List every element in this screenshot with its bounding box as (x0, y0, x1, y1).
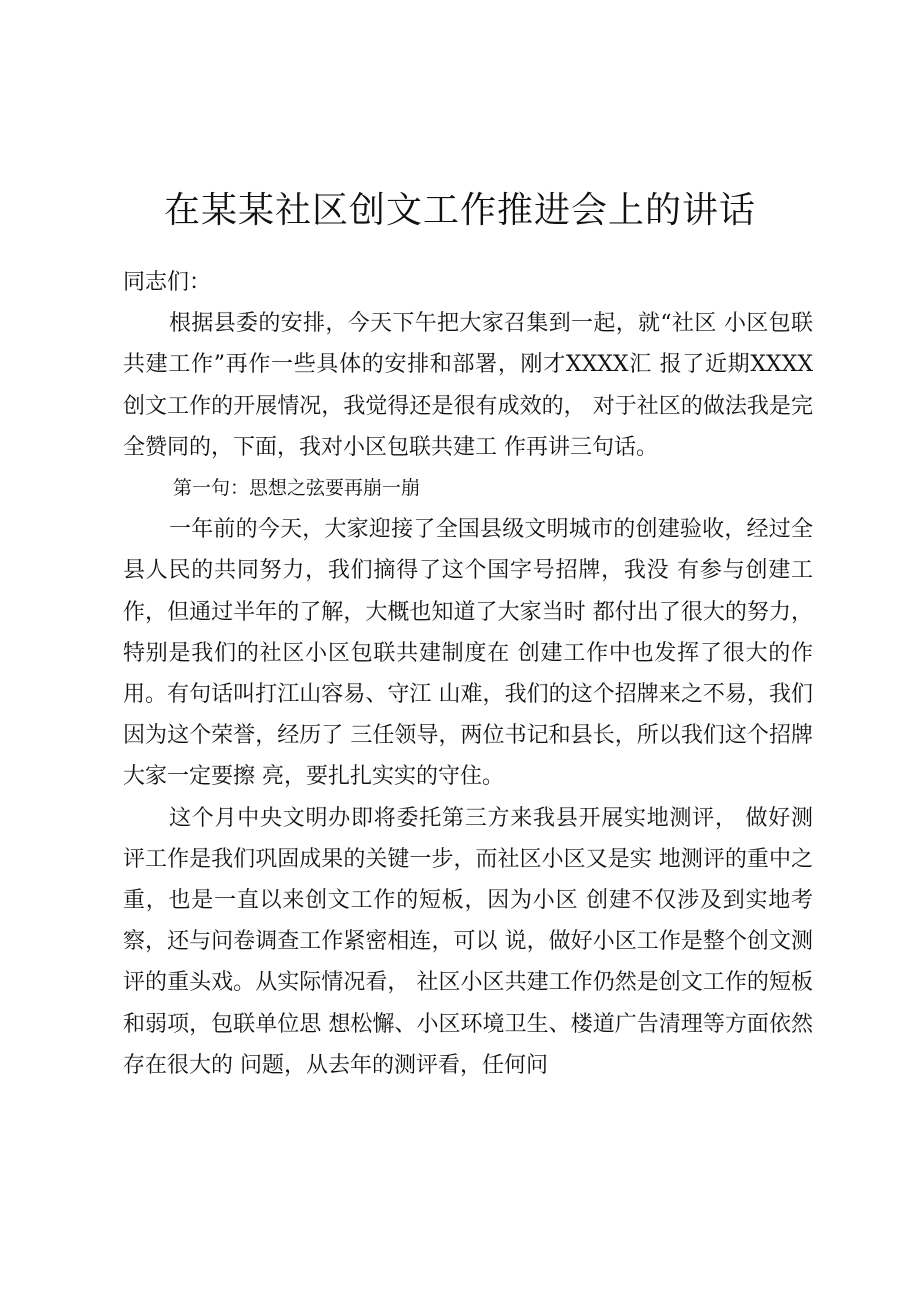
document-title: 在某某社区创文工作推进会上的讲话 (163, 190, 756, 231)
section-heading-1: 第一句：思想之弦要再崩一崩 (173, 477, 421, 500)
paragraph-2: 这个月中央文明办即将委托第三方来我县开展实地测评， 做好测评工作是我们巩固成果的关键一步，而社区小区又是实 地测评的重中之重，也是一直以来创文工作的短板，因为小区 创建不仅涉及到实地考察，还与问卷调查工作紧密相连，可以 说，做好小区工作是整个创文测评的重头戏。从实际情况看， 社区小区共建工作仍然是创文工作的短板和弱项，包联单位思 想松懈、小区环境卫生、楼道广告清理等方面依然存在很大的 问题，从去年的测评看，任何问 (123, 805, 813, 1078)
document-body (123, 262, 813, 1086)
salutation: 同志们： (123, 270, 212, 295)
paragraph-1: 一年前的今天，大家迎接了全国县级文明城市的创建验收，经过全县人民的共同努力，我们摘得了这个国字号招牌，我没 有参与创建工作，但通过半年的了解，大概也知道了大家当时 都付出了很大的努力，特别是我们的社区小区包联共建制度在 创建工作中也发挥了很大的作用。有句话叫打江山容易、守江 山难，我们的这个招牌来之不易，我们因为这个荣誉，经历了 三任领导，两位书记和县长，所以我们这个招牌大家一定要擦 亮，要扎扎实实的守住。 (123, 517, 813, 790)
paragraph-intro: 根据县委的安排，今天下午把大家召集到一起，就“社区 小区包联共建工作”再作一些具体的安排和部署，刚才XXXX汇 报了近期XXXX创文工作的开展情况，我觉得还是很有成效的， 对于社区的做法我是完全赞同的，下面，我对小区包联共建工 作再讲三句话。 (123, 311, 813, 460)
